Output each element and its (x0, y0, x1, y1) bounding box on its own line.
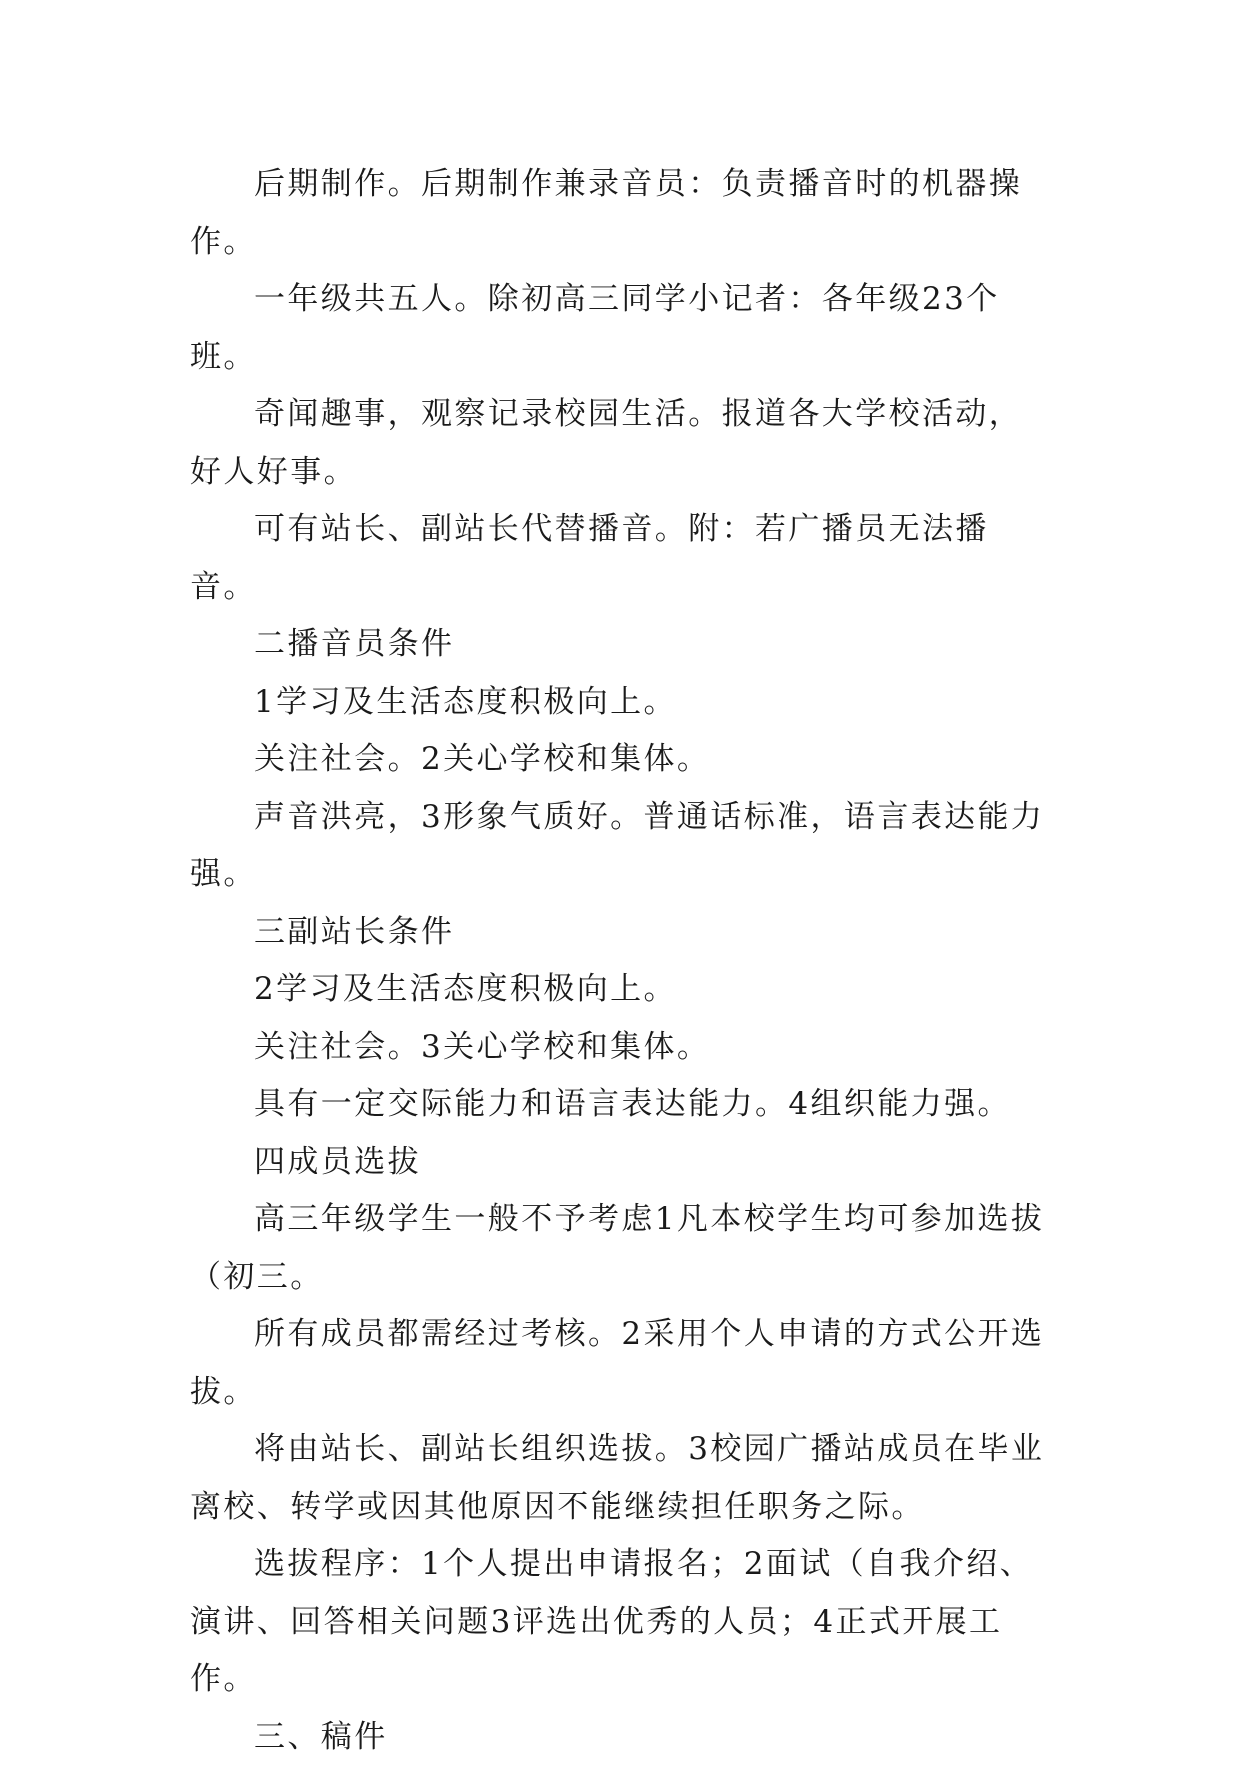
paragraph-10: 2学习及生活态度积极向上。 (190, 961, 1050, 1019)
paragraph-15: 所有成员都需经过考核。2采用个人申请的方式公开选拔。 (190, 1306, 1050, 1421)
paragraph-1: 后期制作。后期制作兼录音员：负责播音时的机器操作。 (190, 156, 1050, 271)
paragraph-12: 具有一定交际能力和语言表达能力。4组织能力强。 (190, 1076, 1050, 1134)
paragraph-6: 1学习及生活态度积极向上。 (190, 674, 1050, 732)
paragraph-3: 奇闻趣事，观察记录校园生活。报道各大学校活动，好人好事。 (190, 386, 1050, 501)
paragraph-4: 可有站长、副站长代替播音。附：若广播员无法播音。 (190, 501, 1050, 616)
paragraph-16: 将由站长、副站长组织选拔。3校园广播站成员在毕业离校、转学或因其他原因不能继续担任职务之际。 (190, 1421, 1050, 1536)
paragraph-14: 高三年级学生一般不予考虑1凡本校学生均可参加选拔（初三。 (190, 1191, 1050, 1306)
section-heading-manuscripts: 三、稿件 (190, 1709, 1050, 1766)
section-heading-announcer-requirements: 二播音员条件 (190, 616, 1050, 674)
paragraph-17: 选拔程序：1个人提出申请报名；2面试（自我介绍、演讲、回答相关问题3评选出优秀的人员；4正式开展工作。 (190, 1536, 1050, 1709)
paragraph-2: 一年级共五人。除初高三同学小记者：各年级23个班。 (190, 271, 1050, 386)
paragraph-7: 关注社会。2关心学校和集体。 (190, 731, 1050, 789)
paragraph-11: 关注社会。3关心学校和集体。 (190, 1019, 1050, 1077)
section-heading-deputy-requirements: 三副站长条件 (190, 904, 1050, 962)
paragraph-8: 声音洪亮，3形象气质好。普通话标准，语言表达能力强。 (190, 789, 1050, 904)
section-heading-member-selection: 四成员选拔 (190, 1134, 1050, 1192)
document-body (190, 156, 1050, 1766)
